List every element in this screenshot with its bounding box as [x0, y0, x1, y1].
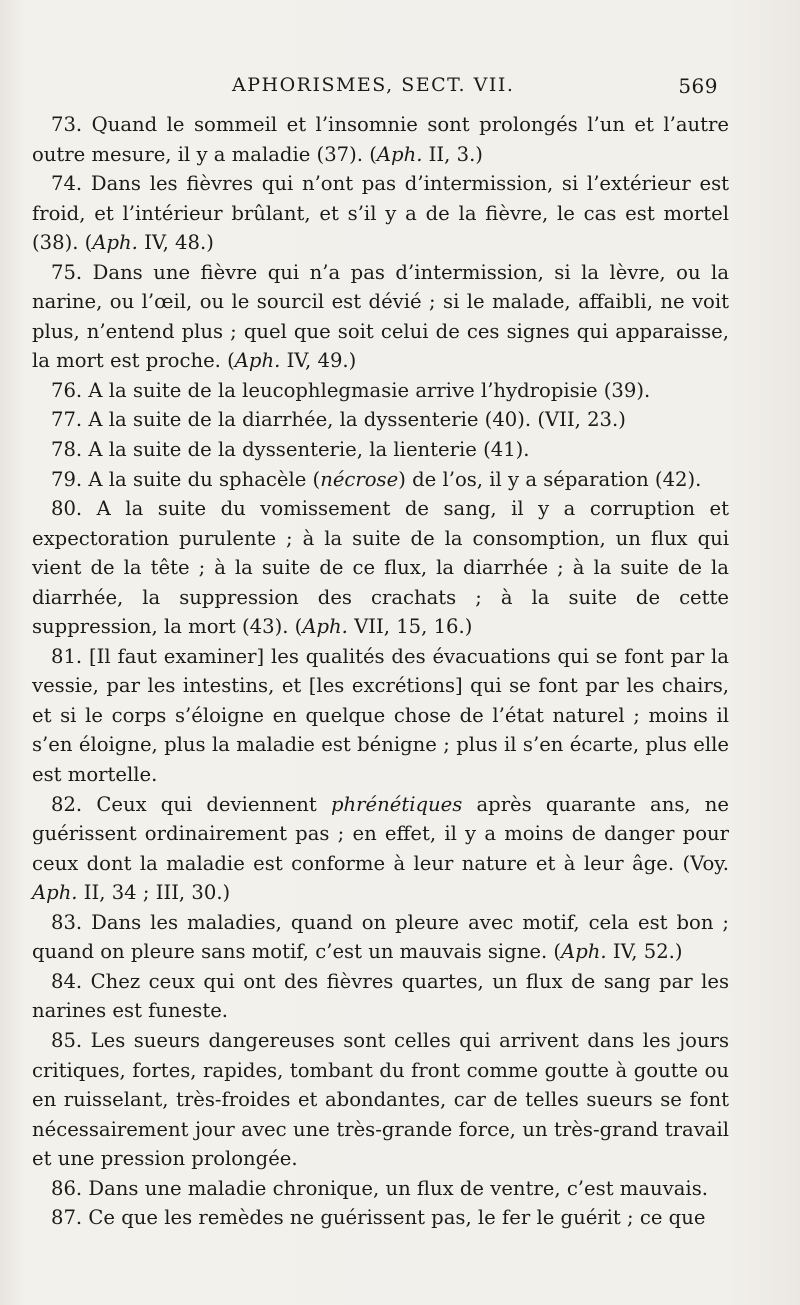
- aphorism-text: A la suite du vomissement de sang, il y a corruption et expectoration purulente ; à la suite de la consomption, un flux qui vient de la tête ; à la suite de ce flux, la diarrhée ; à la suite de la diarrhée, la suppression des crachats ; à la suite de cette suppression, la mort (43).: [32, 497, 730, 639]
- aphorism-text: Les sueurs dangereuses sont celles qui arrivent dans les jours critiques, fortes, rapides, tombant du front comme goutte à goutte ou en ruisselant, très-froides et abondantes, car de telles sueurs se font nécessairement jour avec une très-grande force, un très-grand travail et une pression prolongée.: [32, 1028, 729, 1171]
- aphorism-number: 82.: [51, 792, 83, 816]
- aphorism-number: 84.: [51, 969, 83, 993]
- aphorism-ref: IV, 52.): [612, 940, 683, 964]
- aphorism-text: Dans une fièvre qui n’a pas d’intermission, si la lèvre, ou la narine, ou l’œil, ou le sourcil est dévié ; si le malade, affaibli, ne voit plus, n’entend plus ; quel que soit celui de ces signes qui apparaisse, la mort est proche.: [32, 260, 729, 373]
- aphorism-italic-term: phrénétiques: [330, 792, 463, 816]
- aphorism-86: [32, 1174, 729, 1204]
- aphorism-ref: (VII, 23.): [537, 408, 626, 432]
- aphorism-ref-abbrev: Aph.: [92, 231, 138, 255]
- aphorism-number: 79.: [51, 467, 83, 491]
- aphorism-text: A la suite de la dyssenterie, la lienterie (41).: [88, 438, 530, 462]
- aphorism-76: [32, 376, 729, 406]
- aphorism-text: Dans les maladies, quand on pleure avec motif, cela est bon ; quand on pleure sans motif, c’est un mauvais signe.: [32, 910, 729, 964]
- aphorism-number: 87.: [51, 1206, 83, 1230]
- aphorism-77: [32, 405, 729, 435]
- aphorism-number: 74.: [51, 172, 83, 196]
- aphorism-number: 75.: [51, 260, 83, 284]
- aphorism-ref: II, 34 ; III, 30.): [83, 881, 231, 905]
- aphorism-text: A la suite de la leucophlegmasie arrive l’hydropisie (39).: [88, 378, 651, 402]
- aphorism-number: 80.: [51, 497, 83, 521]
- aphorism-text: A la suite de la diarrhée, la dyssenterie (40).: [88, 408, 532, 432]
- aphorism-ref: IV, 49.): [286, 349, 357, 373]
- aphorism-text-after: ) de l’os, il y a séparation (42).: [398, 467, 702, 491]
- aphorism-78: [32, 435, 729, 465]
- aphorism-81: [32, 642, 729, 790]
- aphorism-number: 77.: [51, 408, 83, 432]
- aphorism-text: A la suite du sphacèle (: [88, 467, 321, 491]
- aphorism-73: 73. Quand le sommeil et l’insomnie sont prolongés l’un et l’autre outre mesure, il y a maladie (37). (Aph. II, 3.): [32, 113, 729, 166]
- aphorism-83: 83. Dans les maladies, quand on pleure avec motif, cela est bon ; quand on pleure sans motif, c’est un mauvais signe. (Aph. IV, 52.): [32, 910, 729, 964]
- aphorism-75: 75. Dans une fièvre qui n’a pas d’intermission, si la lèvre, ou la narine, ou l’œil, ou le sourcil est dévié ; si le malade, affaibli, ne voit plus, n’entend plus ; quel que soit celui de ces signes qui apparaisse, la mort est proche. (Aph. IV, 49.): [32, 260, 729, 373]
- aphorism-number: 83.: [51, 910, 83, 934]
- aphorism-number: 85.: [51, 1028, 83, 1052]
- aphorism-ref-abbrev: Aph.: [302, 615, 348, 639]
- aphorism-number: 76.: [51, 378, 83, 402]
- aphorism-ref-abbrev: Aph.: [561, 940, 607, 964]
- aphorism-85: [32, 1026, 729, 1174]
- aphorism-ref: II, 3.): [428, 142, 483, 166]
- aphorism-82: [32, 790, 729, 908]
- aphorism-ref: IV, 48.): [144, 231, 214, 255]
- aphorism-84: [32, 967, 729, 1026]
- page-number: 569: [678, 74, 718, 98]
- aphorism-87: [32, 1203, 729, 1233]
- aphorism-ref: VII, 15, 16.): [354, 615, 473, 639]
- aphorism-ref-abbrev: Aph.: [234, 349, 281, 373]
- aphorism-text: Ceux qui deviennent: [96, 792, 317, 816]
- aphorism-74: 74. Dans les fièvres qui n’ont pas d’intermission, si l’extérieur est froid, et l’intérieur brûlant, et s’il y a de la fièvre, le cas est mortel (38). (Aph. IV, 48.): [32, 172, 729, 255]
- aphorism-79: [32, 465, 729, 495]
- aphorism-number: 78.: [51, 438, 83, 462]
- aphorism-text: Ce que les remèdes ne guérissent pas, le fer le guérit ; ce que: [88, 1206, 706, 1230]
- aphorism-text: Chez ceux qui ont des fièvres quartes, un flux de sang par les narines est funeste.: [32, 969, 730, 1023]
- aphorism-number: 73.: [51, 113, 83, 136]
- aphorism-text-after: après quarante ans, ne guérissent ordinairement pas ; en effet, il y a moins de danger pour ceux dont la maladie est conforme à leur nature et à leur âge. (Voy.: [32, 792, 730, 875]
- aphorism-text: [Il faut examiner] les qualités des évacuations qui se font par la vessie, par les intestins, et [les excrétions] qui se font par les chairs, et si le corps s’éloigne en quelque chose de l’état naturel ; moins il s’en éloigne, plus la maladie est bénigne ; plus il s’en écarte, plus elle est mortelle.: [32, 644, 729, 787]
- aphorism-ref-abbrev: Aph.: [32, 881, 78, 905]
- running-header: [232, 70, 718, 104]
- aphorism-italic-term: nécrose: [320, 467, 399, 491]
- running-title: APHORISMES, SECT. VII.: [232, 74, 515, 96]
- aphorism-number: 86.: [51, 1176, 83, 1200]
- aphorism-list: [32, 110, 729, 1233]
- aphorism-number: 81.: [51, 644, 83, 668]
- aphorism-80: 80. A la suite du vomissement de sang, il y a corruption et expectoration purulente ; à la suite de la consomption, un flux qui vient de la tête ; à la suite de ce flux, la diarrhée ; à la suite de la diarrhée, la suppression des crachats ; à la suite de cette suppression, la mort (43). (Aph. VII, 15, 16.): [32, 497, 730, 639]
- aphorism-ref-abbrev: Aph.: [376, 142, 423, 166]
- aphorism-text: Dans les fièvres qui n’ont pas d’intermission, si l’extérieur est froid, et l’intérieur brûlant, et s’il y a de la fièvre, le cas est mortel (38).: [32, 172, 729, 255]
- aphorism-text: Dans une maladie chronique, un flux de ventre, c’est mauvais.: [88, 1176, 708, 1200]
- aphorism-text: Quand le sommeil et l’insomnie sont prolongés l’un et l’autre outre mesure, il y a maladie (37).: [32, 113, 729, 166]
